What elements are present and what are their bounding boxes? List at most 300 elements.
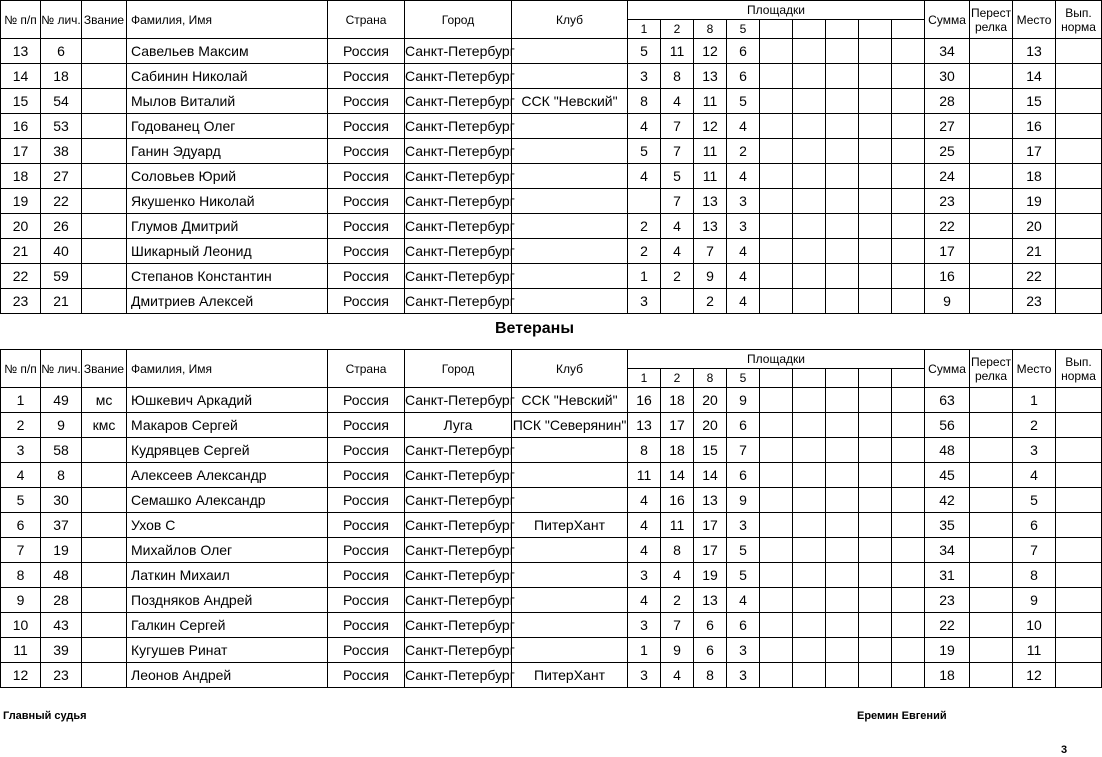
row-rank	[82, 488, 127, 513]
row-score: 14	[661, 463, 694, 488]
row-sum: 23	[925, 189, 970, 214]
header-area-col: 8	[694, 369, 727, 388]
row-name: Макаров Сергей	[127, 413, 328, 438]
table-row	[1, 114, 1102, 139]
row-score	[826, 613, 859, 638]
row-club	[512, 39, 628, 64]
row-score	[859, 239, 892, 264]
row-score	[826, 513, 859, 538]
header-row	[1, 350, 1102, 369]
row-score	[826, 388, 859, 413]
row-score	[760, 39, 793, 64]
row-score: 9	[661, 638, 694, 663]
row-shootoff	[970, 388, 1013, 413]
row-country: Россия	[328, 463, 405, 488]
table-row	[1, 264, 1102, 289]
row-score	[760, 413, 793, 438]
row-place: 4	[1013, 463, 1056, 488]
row-score	[892, 189, 925, 214]
row-score: 16	[628, 388, 661, 413]
row-country: Россия	[328, 64, 405, 89]
row-score: 11	[694, 139, 727, 164]
row-country: Россия	[328, 413, 405, 438]
row-score: 4	[727, 588, 760, 613]
row-rank: мс	[82, 388, 127, 413]
row-name: Семашко Александр	[127, 488, 328, 513]
row-score: 7	[727, 438, 760, 463]
row-num: 12	[1, 663, 41, 688]
row-score: 17	[661, 413, 694, 438]
table-row	[1, 239, 1102, 264]
row-score	[859, 164, 892, 189]
row-score	[826, 39, 859, 64]
row-score	[892, 588, 925, 613]
row-num: 22	[1, 264, 41, 289]
row-score: 1	[628, 638, 661, 663]
row-score	[859, 114, 892, 139]
row-place: 23	[1013, 289, 1056, 314]
row-place: 13	[1013, 39, 1056, 64]
row-score: 20	[694, 413, 727, 438]
header-area-col	[892, 369, 925, 388]
row-lic: 23	[41, 663, 82, 688]
row-score	[859, 588, 892, 613]
row-score	[826, 214, 859, 239]
header-areas: Площадки	[628, 350, 925, 369]
row-country: Россия	[328, 388, 405, 413]
results-table-veterans	[0, 349, 1102, 688]
row-shootoff	[970, 438, 1013, 463]
row-score	[826, 289, 859, 314]
row-score	[892, 638, 925, 663]
header-rank: Звание	[82, 350, 127, 388]
table-row	[1, 189, 1102, 214]
row-score	[826, 638, 859, 663]
row-shootoff	[970, 513, 1013, 538]
row-lic: 8	[41, 463, 82, 488]
row-score: 5	[727, 563, 760, 588]
row-shootoff	[970, 588, 1013, 613]
row-score: 11	[694, 164, 727, 189]
row-score: 12	[694, 114, 727, 139]
row-score	[859, 289, 892, 314]
row-num: 15	[1, 89, 41, 114]
row-score	[760, 438, 793, 463]
row-lic: 49	[41, 388, 82, 413]
row-score	[760, 239, 793, 264]
row-score: 2	[727, 139, 760, 164]
header-row	[1, 1, 1102, 20]
row-country: Россия	[328, 289, 405, 314]
row-score	[760, 89, 793, 114]
table-row	[1, 613, 1102, 638]
row-city: Санкт-Петербург	[405, 438, 512, 463]
row-score: 13	[694, 189, 727, 214]
row-score: 5	[727, 89, 760, 114]
row-country: Россия	[328, 239, 405, 264]
row-country: Россия	[328, 538, 405, 563]
row-score: 8	[628, 89, 661, 114]
row-place: 9	[1013, 588, 1056, 613]
row-club: ССК "Невский"	[512, 388, 628, 413]
header-area-col: 5	[727, 369, 760, 388]
row-city: Санкт-Петербург	[405, 189, 512, 214]
row-club	[512, 538, 628, 563]
row-club	[512, 164, 628, 189]
row-shootoff	[970, 463, 1013, 488]
row-sum: 56	[925, 413, 970, 438]
chief-judge-name: Еремин Евгений	[857, 710, 947, 722]
row-city: Санкт-Петербург	[405, 139, 512, 164]
row-place: 5	[1013, 488, 1056, 513]
row-country: Россия	[328, 164, 405, 189]
header-num: № п/п	[1, 1, 41, 39]
row-score	[892, 438, 925, 463]
row-score	[793, 64, 826, 89]
row-score	[793, 264, 826, 289]
row-name: Кугушев Ринат	[127, 638, 328, 663]
row-rank	[82, 139, 127, 164]
row-score	[892, 563, 925, 588]
row-city: Санкт-Петербург	[405, 613, 512, 638]
table-row	[1, 513, 1102, 538]
chief-judge-label: Главный судья	[3, 710, 87, 722]
row-num: 5	[1, 488, 41, 513]
row-score: 11	[628, 463, 661, 488]
row-sum: 25	[925, 139, 970, 164]
table-row	[1, 39, 1102, 64]
header-area-col	[826, 20, 859, 39]
row-score: 15	[694, 438, 727, 463]
row-score	[760, 613, 793, 638]
row-place: 7	[1013, 538, 1056, 563]
row-score	[793, 463, 826, 488]
row-sum: 63	[925, 388, 970, 413]
row-country: Россия	[328, 638, 405, 663]
row-score	[859, 488, 892, 513]
table-row	[1, 488, 1102, 513]
row-name: Ухов С	[127, 513, 328, 538]
row-club	[512, 563, 628, 588]
row-score	[760, 388, 793, 413]
row-lic: 6	[41, 39, 82, 64]
row-place: 18	[1013, 164, 1056, 189]
row-score: 11	[694, 89, 727, 114]
row-score	[826, 413, 859, 438]
results-table-main	[0, 0, 1102, 314]
row-score	[826, 264, 859, 289]
row-shootoff	[970, 538, 1013, 563]
row-score: 9	[727, 488, 760, 513]
row-score	[793, 488, 826, 513]
row-shootoff	[970, 663, 1013, 688]
row-country: Россия	[328, 588, 405, 613]
row-city: Санкт-Петербург	[405, 538, 512, 563]
row-score	[793, 588, 826, 613]
row-club	[512, 114, 628, 139]
row-score: 17	[694, 513, 727, 538]
row-score: 4	[661, 214, 694, 239]
row-sum: 28	[925, 89, 970, 114]
row-score	[859, 388, 892, 413]
row-country: Россия	[328, 563, 405, 588]
row-score	[892, 488, 925, 513]
row-lic: 18	[41, 64, 82, 89]
header-area-col: 2	[661, 369, 694, 388]
row-shootoff	[970, 488, 1013, 513]
row-name: Латкин Михаил	[127, 563, 328, 588]
row-score: 18	[661, 388, 694, 413]
row-score: 4	[661, 89, 694, 114]
row-name: Галкин Сергей	[127, 613, 328, 638]
row-lic: 38	[41, 139, 82, 164]
row-shootoff	[970, 164, 1013, 189]
row-name: Михайлов Олег	[127, 538, 328, 563]
table-row	[1, 588, 1102, 613]
row-sum: 31	[925, 563, 970, 588]
row-score	[892, 388, 925, 413]
table-row	[1, 463, 1102, 488]
row-score	[826, 488, 859, 513]
row-country: Россия	[328, 264, 405, 289]
row-shootoff	[970, 239, 1013, 264]
row-sum: 24	[925, 164, 970, 189]
row-score: 6	[727, 463, 760, 488]
table-row	[1, 638, 1102, 663]
header-name: Фамилия, Имя	[127, 350, 328, 388]
row-num: 16	[1, 114, 41, 139]
row-score: 4	[727, 164, 760, 189]
row-rank	[82, 513, 127, 538]
row-club: ПСК "Северянин"	[512, 413, 628, 438]
row-score: 7	[661, 139, 694, 164]
row-score	[892, 114, 925, 139]
row-sum: 19	[925, 638, 970, 663]
row-rank	[82, 164, 127, 189]
row-score	[859, 39, 892, 64]
row-city: Санкт-Петербург	[405, 638, 512, 663]
row-shootoff	[970, 64, 1013, 89]
row-score	[826, 538, 859, 563]
row-rank	[82, 463, 127, 488]
row-norm	[1056, 164, 1102, 189]
row-score	[859, 463, 892, 488]
row-score	[859, 64, 892, 89]
header-place: Место	[1013, 1, 1056, 39]
row-sum: 34	[925, 538, 970, 563]
table-row	[1, 388, 1102, 413]
row-score: 7	[661, 114, 694, 139]
row-rank	[82, 64, 127, 89]
row-lic: 39	[41, 638, 82, 663]
row-sum: 22	[925, 214, 970, 239]
row-score	[892, 164, 925, 189]
row-num: 7	[1, 538, 41, 563]
row-shootoff	[970, 39, 1013, 64]
row-score	[793, 388, 826, 413]
row-score	[892, 264, 925, 289]
row-city: Санкт-Петербург	[405, 264, 512, 289]
row-lic: 53	[41, 114, 82, 139]
row-score: 4	[628, 114, 661, 139]
row-city: Санкт-Петербург	[405, 214, 512, 239]
row-rank	[82, 89, 127, 114]
table-row	[1, 663, 1102, 688]
row-score	[892, 538, 925, 563]
row-city: Санкт-Петербург	[405, 164, 512, 189]
row-rank	[82, 114, 127, 139]
row-rank	[82, 289, 127, 314]
row-score: 6	[694, 613, 727, 638]
row-name: Годованец Олег	[127, 114, 328, 139]
row-rank	[82, 214, 127, 239]
row-score	[793, 438, 826, 463]
row-city: Санкт-Петербург	[405, 663, 512, 688]
row-score: 19	[694, 563, 727, 588]
row-score	[892, 214, 925, 239]
row-score	[826, 239, 859, 264]
row-score	[892, 463, 925, 488]
row-num: 21	[1, 239, 41, 264]
row-score: 4	[628, 538, 661, 563]
header-area-col	[793, 369, 826, 388]
row-sum: 35	[925, 513, 970, 538]
row-club	[512, 239, 628, 264]
row-rank	[82, 563, 127, 588]
row-score: 4	[727, 114, 760, 139]
row-rank	[82, 39, 127, 64]
row-score: 17	[694, 538, 727, 563]
row-score: 13	[694, 488, 727, 513]
row-score	[892, 663, 925, 688]
row-score	[628, 189, 661, 214]
row-score	[760, 64, 793, 89]
row-club	[512, 488, 628, 513]
row-score	[793, 139, 826, 164]
row-rank	[82, 663, 127, 688]
row-club	[512, 189, 628, 214]
row-num: 23	[1, 289, 41, 314]
row-score: 3	[628, 613, 661, 638]
row-norm	[1056, 463, 1102, 488]
row-score: 6	[727, 613, 760, 638]
row-score: 13	[694, 64, 727, 89]
row-num: 10	[1, 613, 41, 638]
row-place: 14	[1013, 64, 1056, 89]
row-city: Санкт-Петербург	[405, 114, 512, 139]
row-sum: 34	[925, 39, 970, 64]
row-country: Россия	[328, 89, 405, 114]
row-score	[760, 538, 793, 563]
row-country: Россия	[328, 189, 405, 214]
row-score	[892, 613, 925, 638]
row-score	[859, 189, 892, 214]
row-norm	[1056, 114, 1102, 139]
row-country: Россия	[328, 114, 405, 139]
row-score: 4	[628, 164, 661, 189]
header-sum: Сумма	[925, 1, 970, 39]
row-num: 9	[1, 588, 41, 613]
header-norm: Вып. норма	[1056, 350, 1102, 388]
header-lic: № лич.	[41, 1, 82, 39]
row-club	[512, 463, 628, 488]
header-lic: № лич.	[41, 350, 82, 388]
row-score	[793, 538, 826, 563]
row-score: 7	[694, 239, 727, 264]
table-row	[1, 139, 1102, 164]
header-num: № п/п	[1, 350, 41, 388]
row-score: 18	[661, 438, 694, 463]
table-row	[1, 214, 1102, 239]
header-shootoff: Перест релка	[970, 1, 1013, 39]
header-area-col: 8	[694, 20, 727, 39]
row-country: Россия	[328, 663, 405, 688]
row-name: Сабинин Николай	[127, 64, 328, 89]
row-score	[793, 114, 826, 139]
row-score	[793, 89, 826, 114]
header-area-col	[892, 20, 925, 39]
row-score	[760, 563, 793, 588]
table-row	[1, 538, 1102, 563]
row-sum: 16	[925, 264, 970, 289]
row-num: 13	[1, 39, 41, 64]
row-lic: 9	[41, 413, 82, 438]
row-lic: 22	[41, 189, 82, 214]
row-score: 2	[661, 264, 694, 289]
row-norm	[1056, 39, 1102, 64]
row-place: 10	[1013, 613, 1056, 638]
row-score: 8	[661, 538, 694, 563]
header-area-col	[760, 20, 793, 39]
row-rank	[82, 638, 127, 663]
row-num: 20	[1, 214, 41, 239]
row-name: Савельев Максим	[127, 39, 328, 64]
row-city: Санкт-Петербург	[405, 488, 512, 513]
row-score	[892, 64, 925, 89]
row-club	[512, 64, 628, 89]
header-area-col: 2	[661, 20, 694, 39]
row-score	[859, 538, 892, 563]
row-city: Санкт-Петербург	[405, 289, 512, 314]
row-lic: 26	[41, 214, 82, 239]
row-score	[760, 114, 793, 139]
row-score: 3	[727, 189, 760, 214]
row-score	[793, 413, 826, 438]
row-name: Поздняков Андрей	[127, 588, 328, 613]
row-place: 21	[1013, 239, 1056, 264]
row-shootoff	[970, 89, 1013, 114]
row-score: 4	[661, 563, 694, 588]
row-shootoff	[970, 613, 1013, 638]
row-score	[859, 264, 892, 289]
row-score	[892, 139, 925, 164]
header-area-col	[859, 20, 892, 39]
row-city: Луга	[405, 413, 512, 438]
row-norm	[1056, 289, 1102, 314]
row-lic: 19	[41, 538, 82, 563]
row-norm	[1056, 638, 1102, 663]
row-score: 3	[727, 663, 760, 688]
row-score	[793, 214, 826, 239]
row-score: 6	[727, 64, 760, 89]
row-score	[793, 638, 826, 663]
row-score: 8	[661, 64, 694, 89]
row-norm	[1056, 513, 1102, 538]
row-score: 2	[628, 239, 661, 264]
row-score	[892, 239, 925, 264]
row-club	[512, 264, 628, 289]
row-score: 13	[694, 214, 727, 239]
